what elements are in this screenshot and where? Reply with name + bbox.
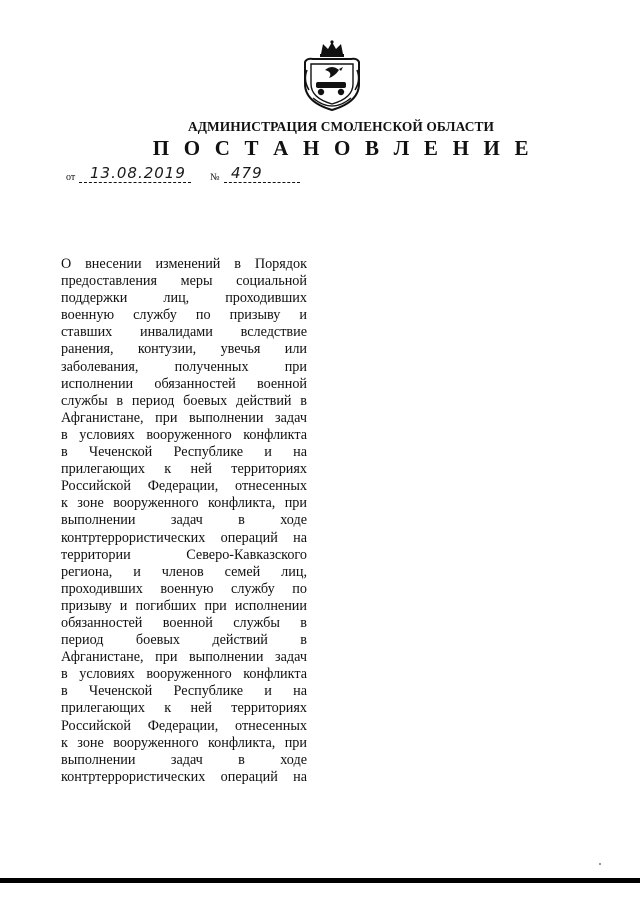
bottom-border	[0, 878, 640, 883]
subject-line: в Чеченской Республике и на	[61, 683, 307, 700]
subject-line: проходивших военную службу по	[61, 580, 307, 597]
subject-line: предоставления меры социальной	[61, 273, 307, 290]
subject-line: обязанностей военной службы в	[61, 614, 307, 631]
subject-line: Афганистане, при выполнении задач	[61, 649, 307, 666]
smolensk-coat-of-arms-icon	[299, 40, 365, 112]
date-underline	[79, 182, 191, 183]
number-underline	[224, 182, 300, 183]
subject-line: службы в период боевых действий в	[61, 392, 307, 409]
subject-line: поддержки лиц, проходивших	[61, 290, 307, 307]
subject-line: к зоне вооруженного конфликта, при	[61, 495, 307, 512]
subject-line: территории Северо-Кавказского	[61, 546, 307, 563]
subject-line: военную службу по призыву и	[61, 307, 307, 324]
subject-line: О внесении изменений в Порядок	[61, 256, 307, 272]
subject-line: Российской Федерации, отнесенных	[61, 478, 307, 495]
document-type-title: П О С Т А Н О В Л Е Н И Е	[152, 136, 534, 160]
subject-line: ранения, контузии, увечья или	[61, 341, 307, 358]
subject-line: в условиях вооруженного конфликта	[61, 426, 307, 443]
subject-line: в Чеченской Республике и на	[61, 444, 307, 461]
subject-line: прилегающих к ней территориях	[61, 461, 307, 478]
document-number: 479	[231, 164, 263, 182]
scan-speck	[599, 863, 601, 865]
subject-line: выполнении задач в ходе	[61, 512, 307, 529]
document-date: 13.08.2019	[90, 164, 186, 182]
subject-line: контртеррористических операций на	[61, 529, 307, 546]
subject-line: Афганистане, при выполнении задач	[61, 409, 307, 426]
subject-line: контртеррористических операций на	[61, 768, 307, 785]
document-subject	[61, 256, 307, 786]
subject-line: прилегающих к ней территориях	[61, 700, 307, 717]
subject-line: региона, и членов семей лиц,	[61, 563, 307, 580]
date-number-line	[66, 165, 316, 185]
subject-line: ставших инвалидами вследствие	[61, 324, 307, 341]
subject-line: период боевых действий в	[61, 632, 307, 649]
from-label: от	[66, 172, 76, 183]
subject-line: выполнении задач в ходе	[61, 751, 307, 768]
subject-line: Российской Федерации, отнесенных	[61, 717, 307, 734]
subject-line: в условиях вооруженного конфликта	[61, 666, 307, 683]
organization-name: АДМИНИСТРАЦИЯ СМОЛЕНСКОЙ ОБЛАСТИ	[187, 119, 495, 134]
subject-line: исполнении обязанностей военной	[61, 375, 307, 392]
subject-line: к зоне вооруженного конфликта, при	[61, 734, 307, 751]
subject-line: заболевания, полученных при	[61, 358, 307, 375]
number-label: №	[210, 172, 220, 183]
subject-line: призыву и погибших при исполнении	[61, 597, 307, 614]
